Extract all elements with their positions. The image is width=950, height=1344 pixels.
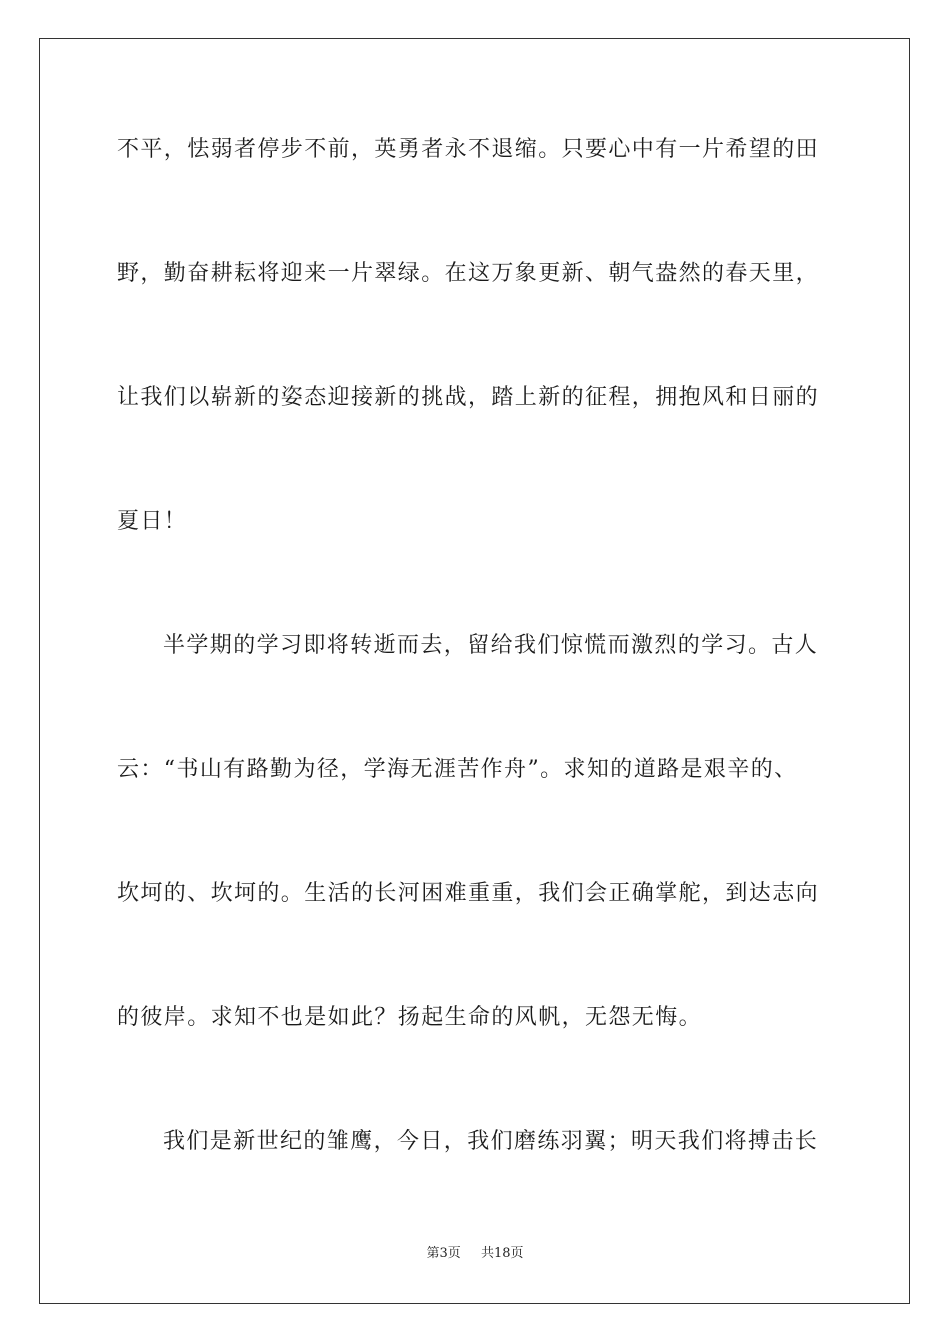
text-line-5-paragraph-start: 半学期的学习即将转逝而去，留给我们惊慌而激烈的学习。古人 <box>163 633 819 658</box>
text-line-7: 坎坷的、坎坷的。生活的长河困难重重，我们会正确掌舵，到达志向 <box>117 881 820 906</box>
text-line-6: 云：“书山有路勤为径，学海无涯苦作舟”。求知的道路是艰辛的、 <box>117 757 798 782</box>
page-total: 共18页 <box>480 1246 524 1261</box>
text-line-2: 野，勤奋耕耘将迎来一片翠绿。在这万象更新、朝气盎然的春天里， <box>117 261 820 286</box>
page-footer <box>0 1245 950 1263</box>
text-line-8: 的彼岸。求知不也是如此？扬起生命的风帆，无怨无悔。 <box>117 1005 703 1030</box>
text-line-1: 不平，怯弱者停步不前，英勇者永不退缩。只要心中有一片希望的田 <box>117 137 820 162</box>
text-line-3: 让我们以崭新的姿态迎接新的挑战，踏上新的征程，拥抱风和日丽的 <box>117 385 820 410</box>
page-border <box>39 38 910 1304</box>
text-line-9-paragraph-start: 我们是新世纪的雏鹰，今日，我们磨练羽翼；明天我们将搏击长 <box>163 1129 819 1154</box>
text-line-4: 夏日！ <box>117 509 188 534</box>
page-number: 第3页 <box>426 1246 461 1261</box>
